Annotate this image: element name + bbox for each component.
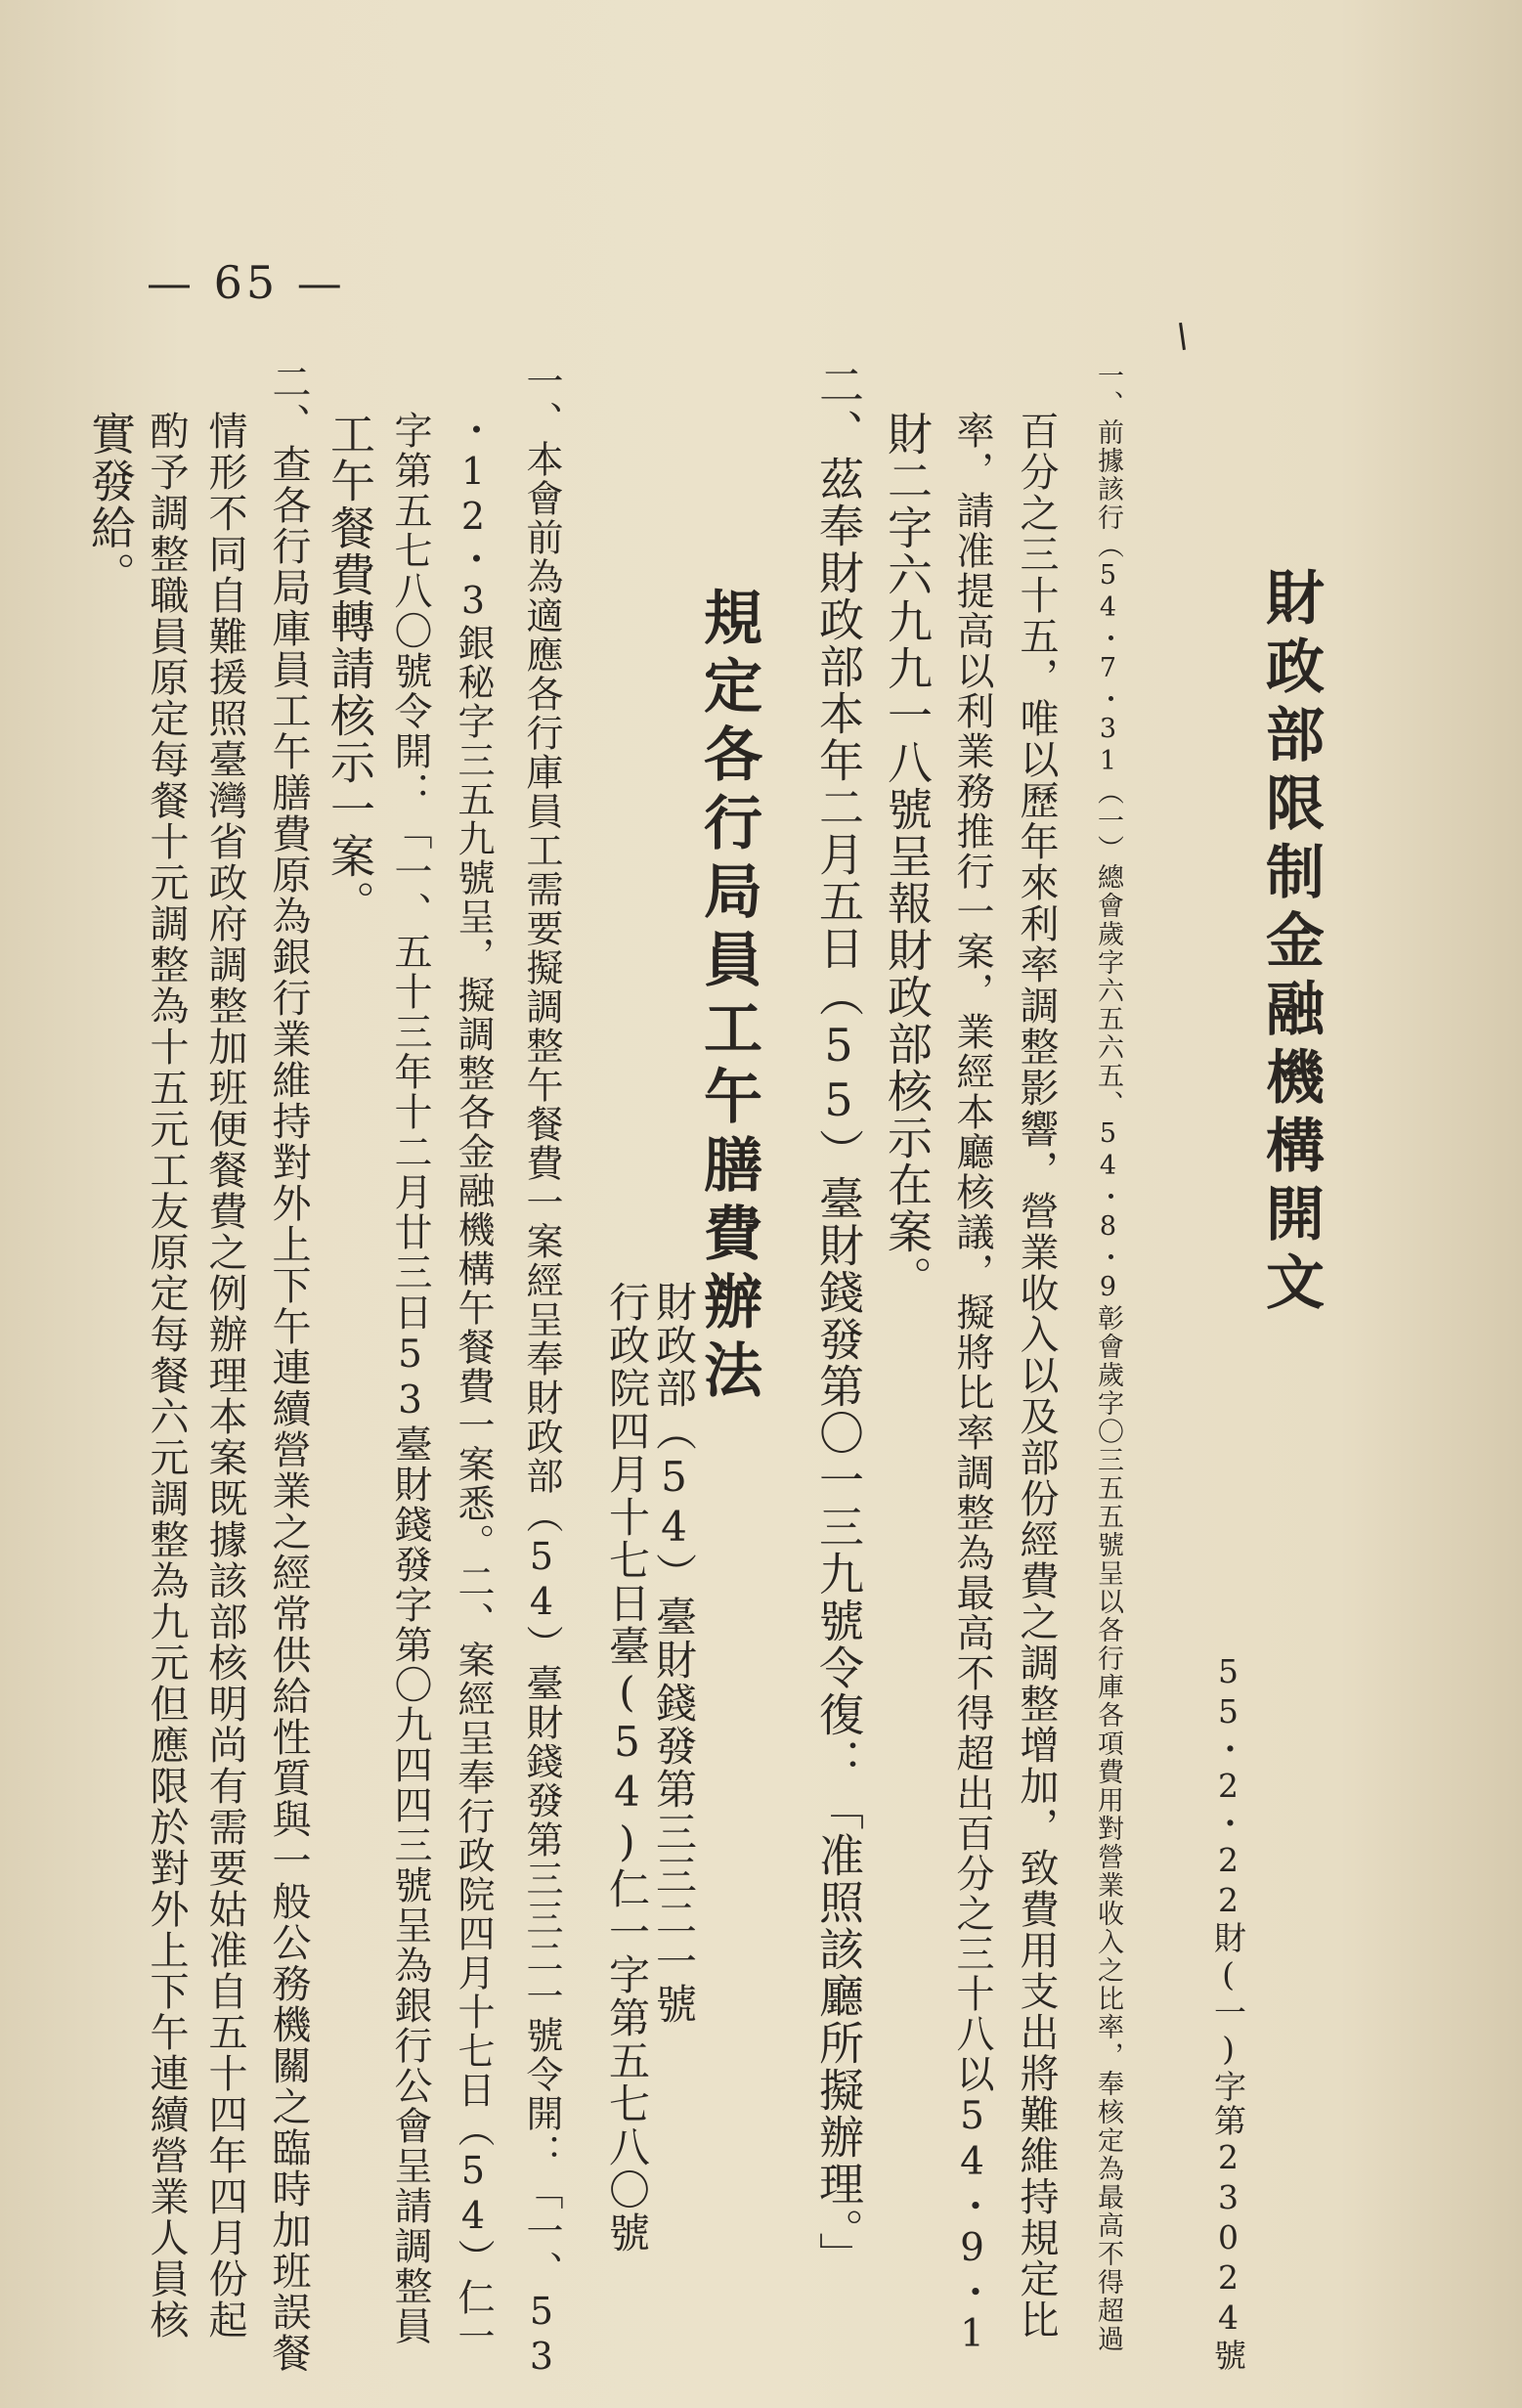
article2-paragraph-7: 酌予調整職員原定每餐十元調整為十五元工友原定每餐六元調整為九元但應限於對外上下午連續營業人員核 xyxy=(144,411,189,2341)
article2-paragraph-5: 二、查各行局庫員工午膳費原為銀行業維持對外上下午連續營業之經常供給性質與一般公務機關之臨時加班誤餐 xyxy=(266,362,311,2374)
article2-title: 規定各行局員工午膳費辦法 xyxy=(694,587,762,1408)
article2-paragraph-2: ・12・3銀秘字三五九號呈，擬調整各金融機構午餐費一案悉。二、案經呈奉行政院四月十七日（54）仁一 xyxy=(452,411,495,2356)
page-number: — 65 — xyxy=(147,256,346,309)
article1-paragraph-4: 財二字六九九一八號呈報財政部核示在案。 xyxy=(881,411,934,1302)
article2-reference-2: 行政院四月十七日臺(54)仁一字第五七八〇號 xyxy=(603,1281,651,2255)
article1-title: 財政部限制金融機構開文 xyxy=(1256,567,1325,1320)
margin-mark xyxy=(1179,323,1186,350)
article2-paragraph-6: 情形不同自難援照臺灣省政府調整加班便餐費之例辦理本案既據該部核明尚有需要姑准自五十四年四月份起 xyxy=(202,411,247,2341)
article1-reference: 55・2・22財(一)字第23024號 xyxy=(1209,1652,1247,2373)
article2-paragraph-4: 工午餐費轉請核示一案。 xyxy=(324,411,376,927)
article2-paragraph-8: 實發給。 xyxy=(84,411,137,598)
article1-paragraph-1: 一、前據該行（54・7・31（一）總會歲字六五六五、54・8・9彰會歲字〇三五五號呈以各行庫各項費用對營業收入之比率，奉核定為最高不得超過 xyxy=(1093,362,1123,2353)
article2-paragraph-1: 一、本會前為適應各行庫員工需要擬調整午餐費一案經呈奉財政部（54）臺財錢發第三三二一號令開：「一、53 xyxy=(520,362,563,2380)
article1-paragraph-5: 二、茲奉財政部本年二月五日（55）臺財錢發第〇一三九號令復：「准照該廳所擬辦理。」 xyxy=(812,362,865,2279)
article2-paragraph-3: 字第五七八〇號令開：「一、五十三年十二月廿三日53臺財錢發字第〇九四四三號呈為銀行公會呈請調整員 xyxy=(388,411,432,2346)
article2-reference-1: 財政部（54）臺財錢發第三三二一號 xyxy=(650,1281,698,2026)
article1-paragraph-3: 率，請准提高以利業務推行一案，業經本廳核議，擬將比率調整為最高不得超出百分之三十八以54・9・1 xyxy=(950,411,994,2358)
article1-paragraph-2: 百分之三十五，唯以歷年來利率調整影響，營業收入以及部份經費之調整增加，致費用支出將難維持規定比 xyxy=(1014,411,1059,2341)
